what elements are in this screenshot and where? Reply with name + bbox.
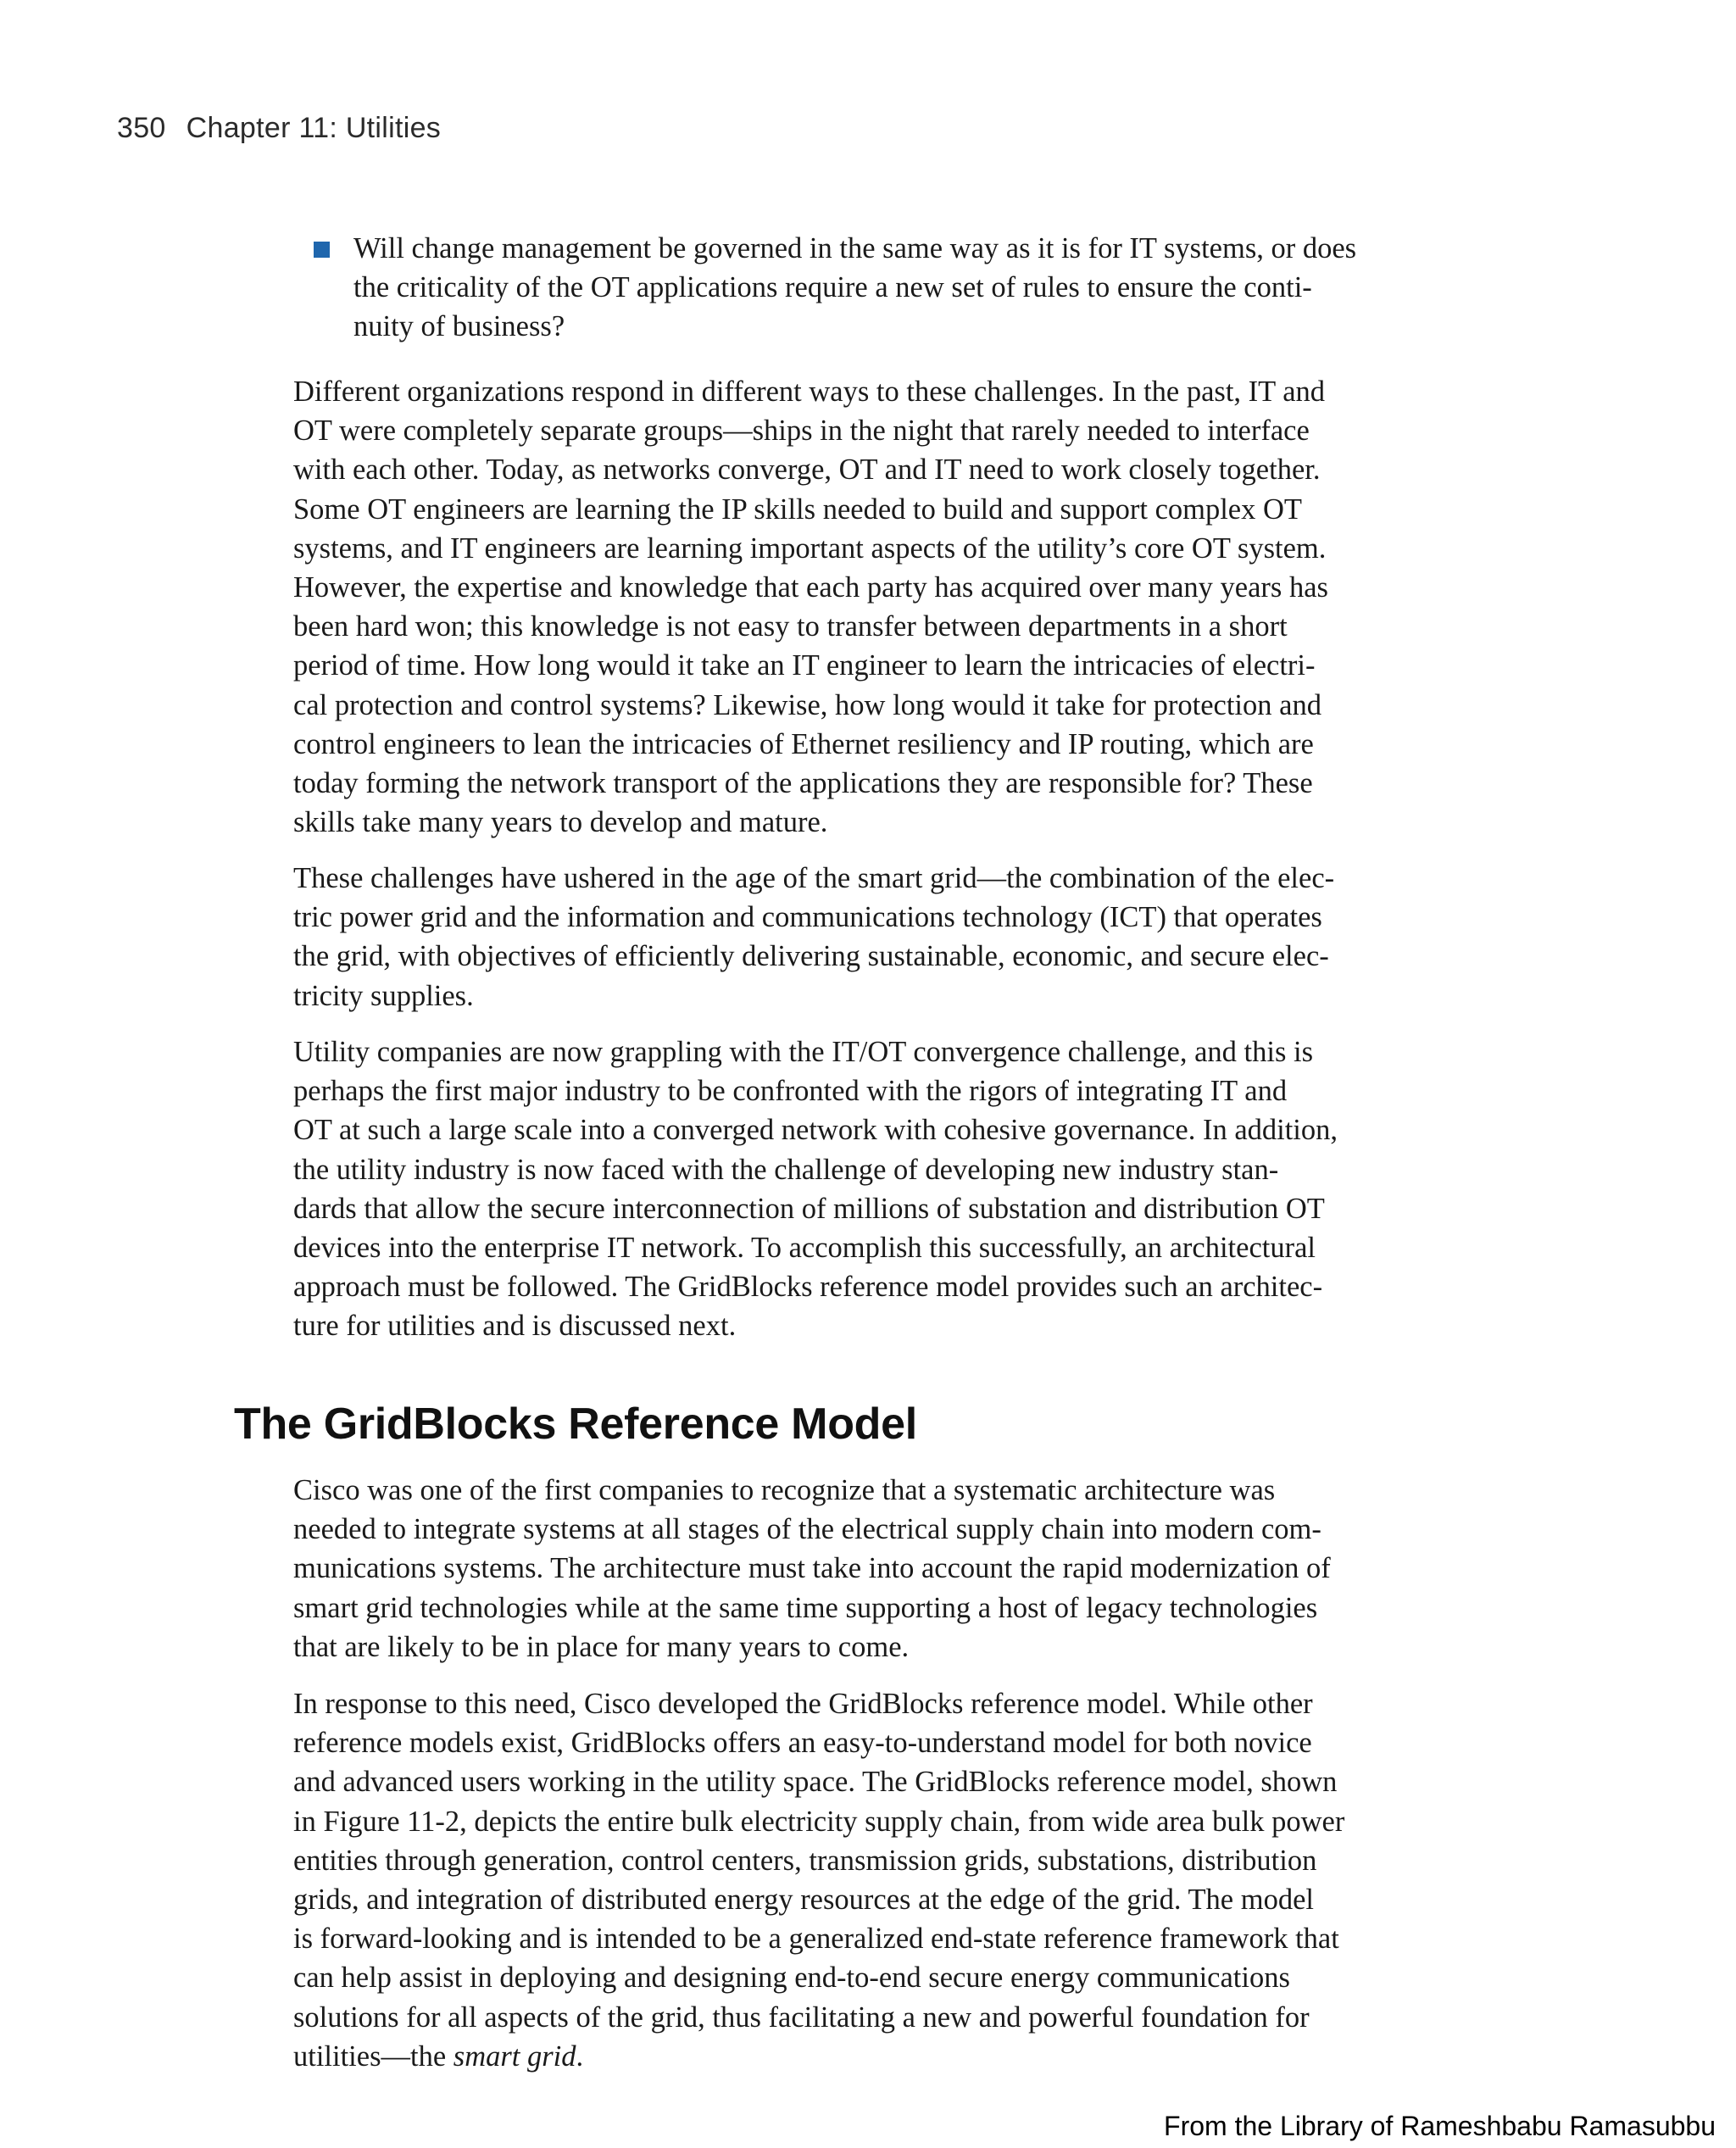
text-line: the criticality of the OT applications require a new set of rules to ensure the conti-: [353, 271, 1312, 304]
text-line: today forming the network transport of the applications they are responsible for? These: [293, 767, 1313, 800]
text-line: reference models exist, GridBlocks offers an easy-to-understand model for both novice: [293, 1727, 1312, 1760]
text-line: control engineers to lean the intricacies of Ethernet resiliency and IP routing, which are: [293, 727, 1314, 760]
text-line: devices into the enterprise IT network. To accomplish this successfully, an architectural: [293, 1232, 1316, 1265]
square-bullet-icon: [314, 242, 330, 258]
text-line: Different organizations respond in different ways to these challenges. In the past, IT and: [293, 376, 1326, 408]
text-line: cal protection and control systems? Likewise, how long would it take for protection and: [293, 688, 1321, 721]
paragraph-convergence: [293, 1032, 1446, 1346]
text-line: tricity supplies.: [293, 979, 474, 1012]
text-run: utilities—the: [293, 2039, 453, 2073]
text-run: .: [576, 2039, 584, 2073]
library-watermark: From the Library of Rameshbabu Ramasubbu: [1164, 2111, 1716, 2141]
section-heading: The GridBlocks Reference Model: [234, 1400, 917, 1449]
text-line: In response to this need, Cisco developed the GridBlocks reference model. While other: [293, 1688, 1313, 1720]
running-head: [117, 112, 441, 145]
text-line: can help assist in deploying and designing end-to-end secure energy communications: [293, 1962, 1290, 1995]
text-line: dards that allow the secure interconnection of millions of substation and distribution OT: [293, 1192, 1325, 1225]
text-line: perhaps the first major industry to be confronted with the rigors of integrating IT and: [293, 1075, 1288, 1108]
text-line-last: [293, 2037, 1446, 2076]
text-line: Will change management be governed in the same way as it is for IT systems, or does: [353, 232, 1357, 264]
text-line: nuity of business?: [353, 310, 565, 343]
text-line: entities through generation, control centers, transmission grids, substations, distribution: [293, 1844, 1317, 1877]
text-line: is forward-looking and is intended to be a generalized end-state reference framework that: [293, 1923, 1339, 1956]
paragraph-it-ot-groups: [293, 372, 1446, 842]
text-line: smart grid technologies while at the same time supporting a host of legacy technologies: [293, 1591, 1318, 1624]
bullet-text: [353, 229, 1449, 347]
emphasis-smart-grid: smart grid: [453, 2039, 576, 2073]
text-line: approach must be followed. The GridBlocks reference model provides such an architec-: [293, 1271, 1323, 1304]
page-number: 350: [117, 112, 166, 144]
text-line: in Figure 11-2, depicts the entire bulk electricity supply chain, from wide area bulk power: [293, 1805, 1345, 1838]
text-line: These challenges have ushered in the age of the smart grid—the combination of the elec-: [293, 862, 1335, 894]
chapter-title: Chapter 11: Utilities: [186, 112, 442, 144]
paragraph-smart-grid: [293, 859, 1446, 1016]
paragraph-gridblocks-model: [293, 1684, 1446, 2076]
bullet-item: [314, 229, 1449, 347]
text-line: with each other. Today, as networks converge, OT and IT need to work closely together.: [293, 454, 1321, 487]
text-line: been hard won; this knowledge is not easy to transfer between departments in a short: [293, 610, 1288, 643]
text-line: period of time. How long would it take an IT engineer to learn the intricacies of electri-: [293, 649, 1316, 682]
text-line: Some OT engineers are learning the IP skills needed to build and support complex OT: [293, 492, 1302, 526]
text-line: Cisco was one of the first companies to recognize that a systematic architecture was: [293, 1474, 1276, 1506]
text-line: munications systems. The architecture must take into account the rapid modernization of: [293, 1552, 1331, 1585]
text-line: Utility companies are now grappling with the IT/OT convergence challenge, and this is: [293, 1036, 1314, 1068]
text-line: and advanced users working in the utility space. The GridBlocks reference model, shown: [293, 1766, 1338, 1799]
text-line: the utility industry is now faced with the challenge of developing new industry stan-: [293, 1153, 1279, 1186]
text-line: skills take many years to develop and mature.: [293, 806, 828, 839]
text-line: tric power grid and the information and communications technology (ICT) that operates: [293, 901, 1322, 934]
text-line: needed to integrate systems at all stages of the electrical supply chain into modern com-: [293, 1513, 1321, 1546]
paragraph-cisco-architecture: [293, 1471, 1446, 1667]
text-line: solutions for all aspects of the grid, thus facilitating a new and powerful foundation for: [293, 2001, 1310, 2034]
text-line: that are likely to be in place for many years to come.: [293, 1630, 910, 1663]
text-line: the grid, with objectives of efficiently delivering sustainable, economic, and secure elec-: [293, 940, 1329, 973]
text-line: ture for utilities and is discussed next.: [293, 1310, 737, 1343]
text-line: grids, and integration of distributed energy resources at the edge of the grid. The model: [293, 1884, 1314, 1917]
text-line: OT at such a large scale into a converged network with cohesive governance. In addition,: [293, 1114, 1338, 1147]
text-line: systems, and IT engineers are learning important aspects of the utility’s core OT system.: [293, 531, 1327, 565]
text-line: However, the expertise and knowledge that each party has acquired over many years has: [293, 571, 1328, 604]
text-line: OT were completely separate groups—ships in the night that rarely needed to interface: [293, 415, 1310, 448]
